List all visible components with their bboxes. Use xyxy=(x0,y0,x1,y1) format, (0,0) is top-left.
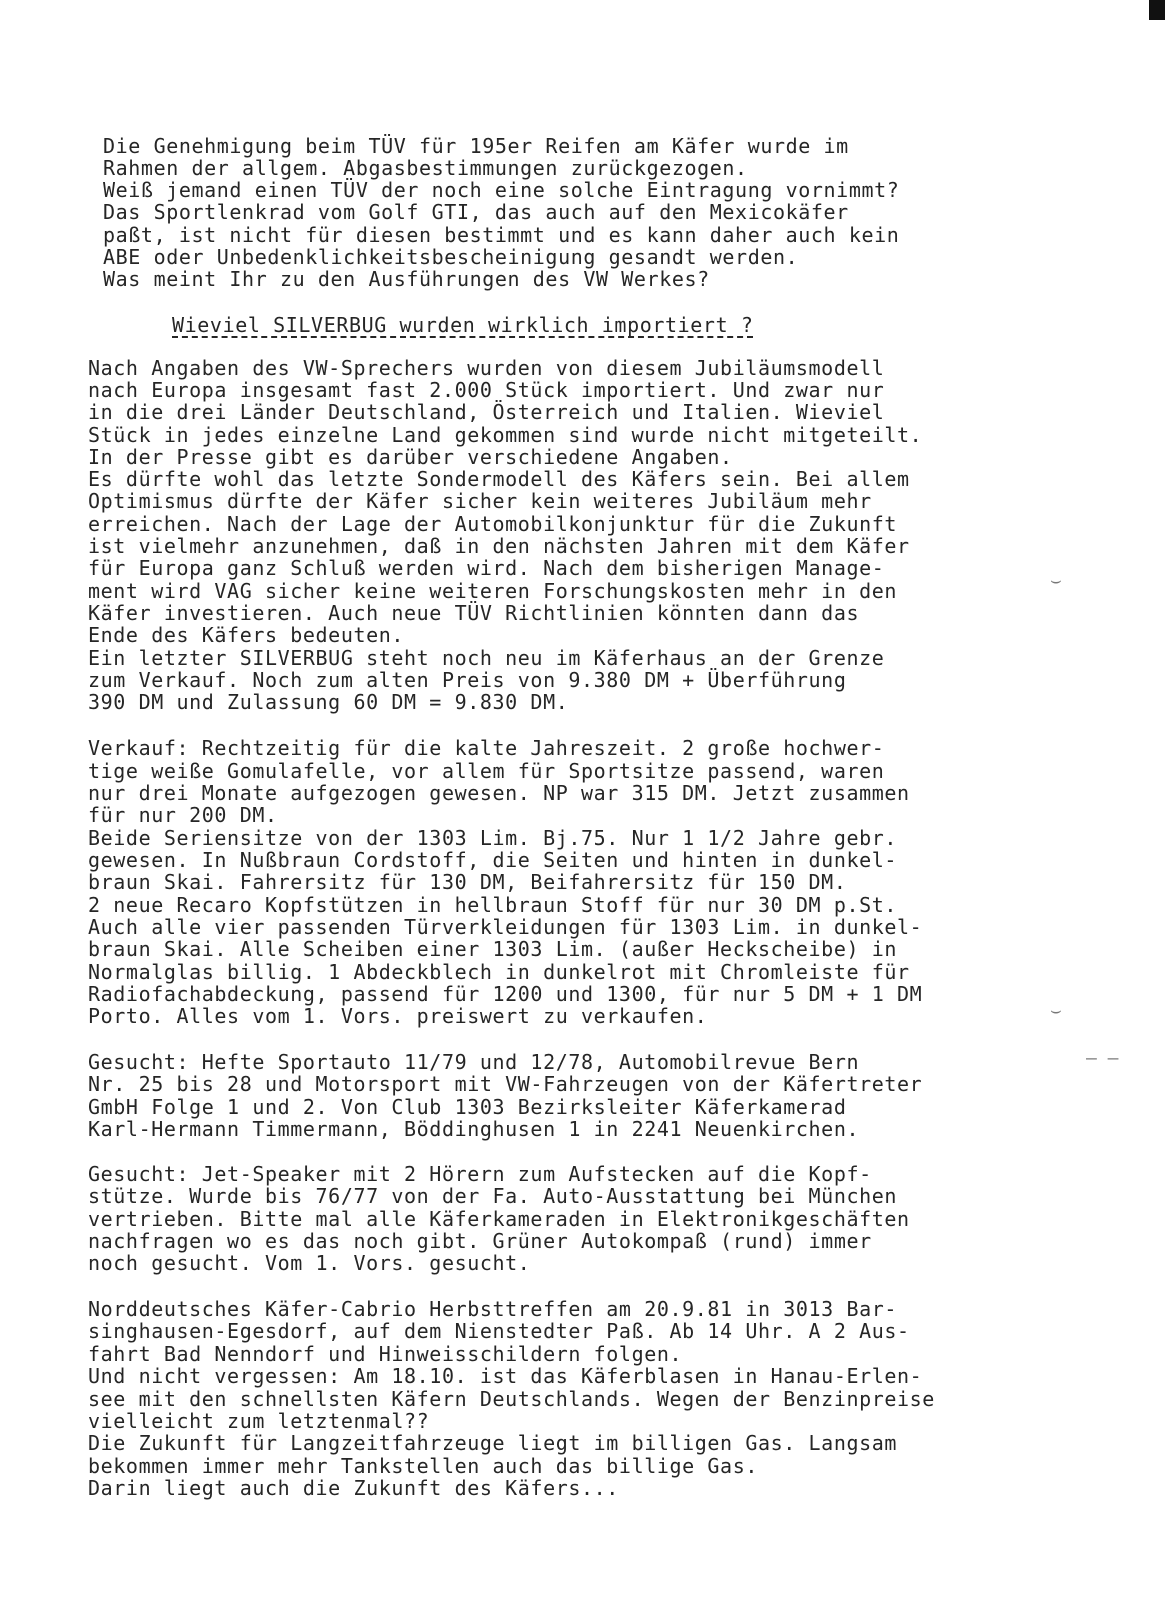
text-line: Gesucht: Hefte Sportauto 11/79 und 12/78, Automobilrevue Bern xyxy=(88,1050,860,1074)
text-line: Optimismus dürfte der Käfer sicher kein weiteres Jubiläum mehr xyxy=(88,489,872,513)
text-line: Ende des Käfers bedeuten. xyxy=(88,623,405,647)
text-line: tige weiße Gomulafelle, vor allem für Sportsitze passend, waren xyxy=(88,759,885,783)
text-line: Weiß jemand einen TÜV der noch eine solche Eintragung vornimmt? xyxy=(103,178,900,202)
margin-mark: – – xyxy=(1086,1048,1119,1069)
text-line: Die Zukunft für Langzeitfahrzeuge liegt im billigen Gas. Langsam xyxy=(88,1431,898,1455)
text-line: see mit den schnellsten Käfern Deutschlands. Wegen der Benzinpreise xyxy=(88,1387,935,1411)
text-line: Es dürfte wohl das letzte Sondermodell des Käfers sein. Bei allem xyxy=(88,467,910,491)
text-line: 2 neue Recaro Kopfstützen in hellbraun Stoff für nur 30 DM p.St. xyxy=(88,893,898,917)
text-line: nach Europa insgesamt fast 2.000 Stück importiert. Und zwar nur xyxy=(88,378,885,402)
text-line: bekommen immer mehr Tankstellen auch das billige Gas. xyxy=(88,1454,758,1478)
text-line: GmbH Folge 1 und 2. Von Club 1303 Bezirksleiter Käferkamerad xyxy=(88,1095,847,1119)
text-line: braun Skai. Fahrersitz für 130 DM, Beifahrersitz für 150 DM. xyxy=(88,870,847,894)
scan-corner-mark xyxy=(1149,0,1165,20)
text-line: braun Skai. Alle Scheiben einer 1303 Lim. (außer Heckscheibe) in xyxy=(88,937,898,961)
text-line: Karl-Hermann Timmermann, Böddinghusen 1 in 2241 Neuenkirchen. xyxy=(88,1117,860,1141)
text-line: noch gesucht. Vom 1. Vors. gesucht. xyxy=(88,1251,531,1275)
text-line: singhausen-Egesdorf, auf dem Nienstedter Paß. Ab 14 Uhr. A 2 Aus- xyxy=(88,1319,910,1343)
text-line: stütze. Wurde bis 76/77 von der Fa. Auto-Ausstattung bei München xyxy=(88,1184,898,1208)
text-line: Beide Seriensitze von der 1303 Lim. Bj.75. Nur 1 1/2 Jahre gebr. xyxy=(88,826,898,850)
text-line: Nr. 25 bis 28 und Motorsport mit VW-Fahrzeugen von der Käfertreter xyxy=(88,1072,923,1096)
text-line: für nur 200 DM. xyxy=(88,803,278,827)
text-line: Die Genehmigung beim TÜV für 195er Reifen am Käfer wurde im xyxy=(103,134,849,158)
text-line: Auch alle vier passenden Türverkleidungen für 1303 Lim. in dunkel- xyxy=(88,915,923,939)
text-line: 390 DM und Zulassung 60 DM = 9.830 DM. xyxy=(88,690,569,714)
text-line: Gesucht: Jet-Speaker mit 2 Hörern zum Aufstecken auf die Kopf- xyxy=(88,1162,872,1186)
text-line: ment wird VAG sicher keine weiteren Forschungskosten mehr in den xyxy=(88,579,898,603)
text-line: erreichen. Nach der Lage der Automobilkonjunktur für die Zukunft xyxy=(88,512,898,536)
text-line: vertrieben. Bitte mal alle Käferkameraden in Elektronikgeschäften xyxy=(88,1207,910,1231)
text-line: fahrt Bad Nenndorf und Hinweisschildern folgen. xyxy=(88,1342,683,1366)
text-line: Normalglas billig. 1 Abdeckblech in dunkelrot mit Chromleiste für xyxy=(88,960,910,984)
text-line: Radiofachabdeckung, passend für 1200 und 1300, für nur 5 DM + 1 DM xyxy=(88,982,923,1006)
text-line: Porto. Alles vom 1. Vors. preiswert zu verkaufen. xyxy=(88,1004,708,1028)
text-line: ABE oder Unbedenklichkeitsbescheinigung gesandt werden. xyxy=(103,245,799,269)
text-line: vielleicht zum letztenmal?? xyxy=(88,1409,430,1433)
text-line: Norddeutsches Käfer-Cabrio Herbsttreffen am 20.9.81 in 3013 Bar- xyxy=(88,1297,898,1321)
section-heading: Wieviel SILVERBUG wurden wirklich importiert ? xyxy=(172,313,754,337)
margin-mark: ⌣ xyxy=(1050,570,1062,591)
text-line: Ein letzter SILVERBUG steht noch neu im Käferhaus an der Grenze xyxy=(88,646,885,670)
text-line: Was meint Ihr zu den Ausführungen des VW Werkes? xyxy=(103,267,710,291)
text-line: In der Presse gibt es darüber verschiedene Angaben. xyxy=(88,445,733,469)
text-line: Verkauf: Rechtzeitig für die kalte Jahreszeit. 2 große hochwer- xyxy=(88,736,885,760)
text-line: Nach Angaben des VW-Sprechers wurden von diesem Jubiläumsmodell xyxy=(88,356,885,380)
text-line: nur drei Monate aufgezogen gewesen. NP war 315 DM. Jetzt zusammen xyxy=(88,781,910,805)
text-line: Und nicht vergessen: Am 18.10. ist das Käferblasen in Hanau-Erlen- xyxy=(88,1364,923,1388)
text-line: Das Sportlenkrad vom Golf GTI, das auch auf den Mexicokäfer xyxy=(103,200,849,224)
text-line: in die drei Länder Deutschland, Österreich und Italien. Wieviel xyxy=(88,400,885,424)
text-line: für Europa ganz Schluß werden wird. Nach dem bisherigen Manage- xyxy=(88,556,885,580)
margin-mark: ⌣ xyxy=(1050,1000,1062,1021)
text-line: zum Verkauf. Noch zum alten Preis von 9.380 DM + Überführung xyxy=(88,668,847,692)
text-line: Käfer investieren. Auch neue TÜV Richtlinien könnten dann das xyxy=(88,601,860,625)
text-line: Darin liegt auch die Zukunft des Käfers... xyxy=(88,1476,619,1500)
text-line: Rahmen der allgem. Abgasbestimmungen zurückgezogen. xyxy=(103,156,748,180)
text-line: ist vielmehr anzunehmen, daß in den nächsten Jahren mit dem Käfer xyxy=(88,534,910,558)
text-line: paßt, ist nicht für diesen bestimmt und es kann daher auch kein xyxy=(103,223,900,247)
text-line: gewesen. In Nußbraun Cordstoff, die Seiten und hinten in dunkel- xyxy=(88,848,898,872)
text-line: Stück in jedes einzelne Land gekommen sind wurde nicht mitgeteilt. xyxy=(88,423,923,447)
text-line: nachfragen wo es das noch gibt. Grüner Autokompaß (rund) immer xyxy=(88,1229,872,1253)
